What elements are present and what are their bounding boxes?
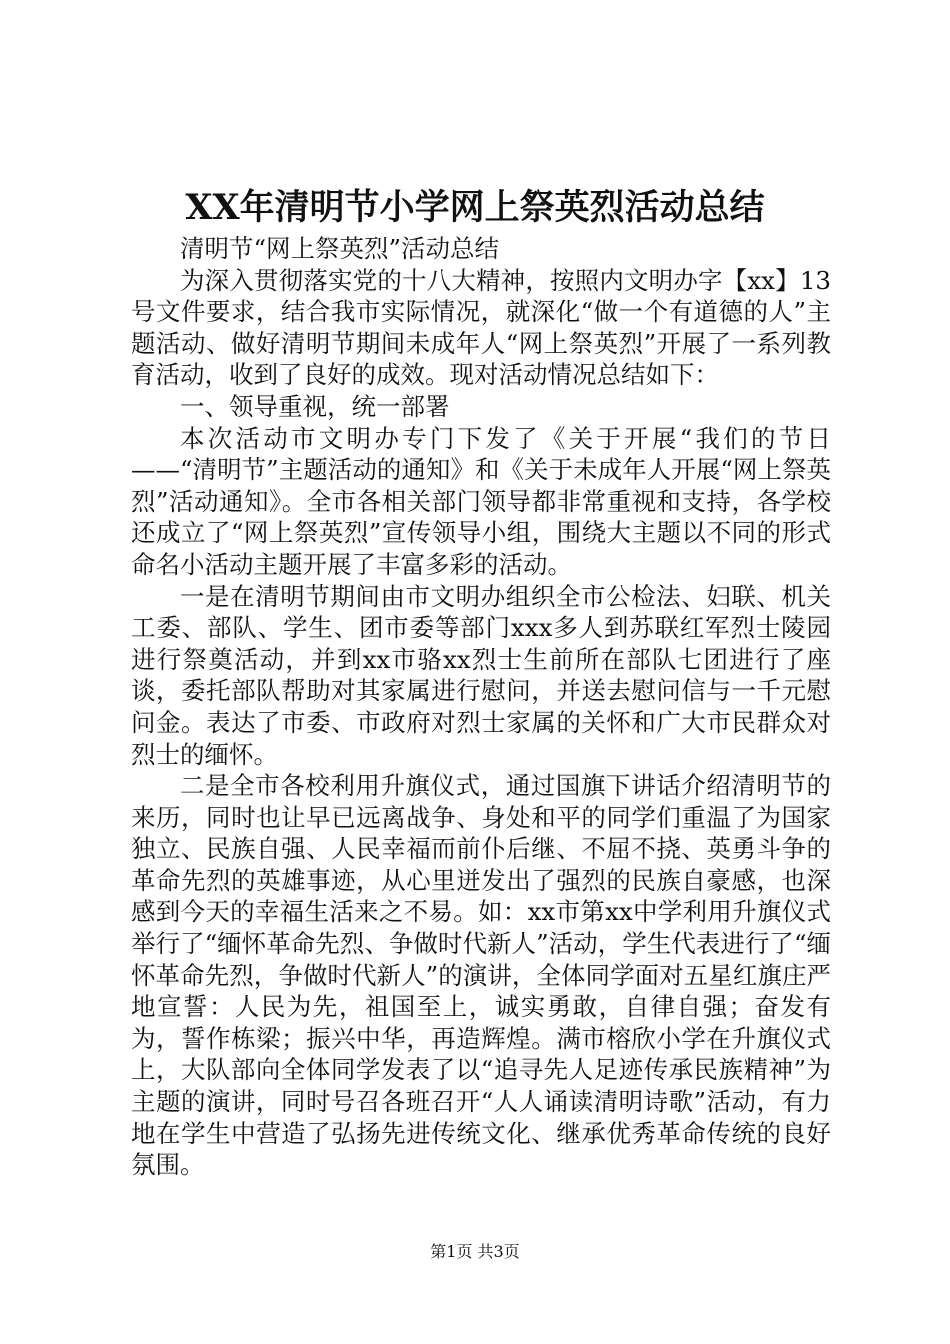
paragraph-intro: 为深入贯彻落实党的十八大精神，按照内文明办字【xx】13号文件要求，结合我市实际情况，就深化“做一个有道德的人”主题活动、做好清明节期间未成年人“网上祭英烈”开展了一系列教育活动，收到了良好的成效。现对活动情况总结如下： (131, 265, 831, 390)
document-body (131, 233, 831, 1181)
page-number-footer: 第1页 共3页 (430, 1242, 520, 1261)
paragraph-item-2: 二是全市各校利用升旗仪式，通过国旗下讲话介绍清明节的来历，同时也让早已远离战争、身处和平的同学们重温了为国家独立、民族自强、人民幸福而前仆后继、不屈不挠、英勇斗争的革命先烈的英雄事迹，从心里迸发出了强烈的民族自豪感，也深感到今天的幸福生活来之不易。如：xx市第xx中学利用升旗仪式举行了“缅怀革命先烈、争做时代新人”活动，学生代表进行了“缅怀革命先烈，争做时代新人”的演讲，全体同学面对五星红旗庄严地宣誓：人民为先，祖国至上，诚实勇敢，自律自强；奋发有为，誓作栋梁；振兴中华，再造辉煌。满市榕欣小学在升旗仪式上，大队部向全体同学发表了以“追寻先人足迹传承民族精神”为主题的演讲，同时号召各班召开“人人诵读清明诗歌”活动，有力地在学生中营造了弘扬先进传统文化、继承优秀革命传统的良好氛围。 (131, 771, 831, 1180)
paragraph-subtitle: 清明节“网上祭英烈”活动总结 (180, 234, 500, 263)
section-heading-1: 一、领导重视，统一部署 (180, 391, 450, 421)
paragraph-item-1: 一是在清明节期间由市文明办组织全市公检法、妇联、机关工委、部队、学生、团市委等部门xxx多人到苏联红军烈士陵园进行祭奠活动，并到xx市骆xx烈士生前所在部队七团进行了座谈，委托部队帮助对其家属进行慰问，并送去慰问信与一千元慰问金。表达了市委、市政府对烈士家属的关怀和广大市民群众对烈士的缅怀。 (131, 581, 831, 769)
document-title: XX年清明节小学网上祭英烈活动总结 (185, 187, 765, 228)
paragraph-section-1: 本次活动市文明办专门下发了《关于开展“我们的节日——“清明节”主题活动的通知》和《关于未成年人开展“网上祭英烈”活动通知》。全市各相关部门领导都非常重视和支持，各学校还成立了“网上祭英烈”宣传领导小组，围绕大主题以不同的形式命名小活动主题开展了丰富多彩的活动。 (131, 423, 831, 579)
